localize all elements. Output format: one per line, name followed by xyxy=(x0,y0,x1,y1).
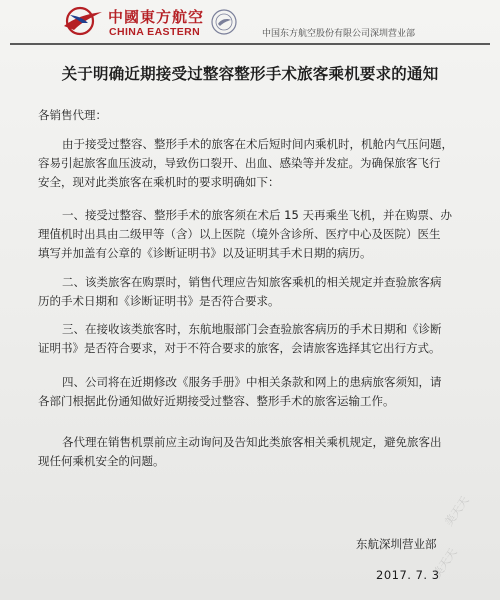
watermark-text: 美天天 xyxy=(442,494,472,529)
paragraph-intro xyxy=(38,135,453,192)
document-title: 关于明确近期接受过整容整形手术旅客乘机要求的通知 xyxy=(61,65,439,83)
paragraph-item-3 xyxy=(38,320,442,358)
paragraph-line: 一、接受过整容、整形手术的旅客须在术后 15 天再乘坐飞机，并在购票、办 xyxy=(62,208,452,222)
signature-date: 2017. 7. 3 xyxy=(376,568,440,582)
paragraph-item-2 xyxy=(38,273,442,311)
paragraph-line: 四、公司将在近期修改《服务手册》中相关条款和网上的患病旅客须知，请 xyxy=(62,375,442,389)
paragraph-closing xyxy=(38,433,442,471)
company-name: 中国东方航空股份有限公司深圳营业部 xyxy=(262,29,416,39)
paragraph-item-1 xyxy=(38,206,452,263)
header-divider xyxy=(10,43,490,45)
signature-organization: 东航深圳营业部 xyxy=(356,537,437,551)
paragraph-line: 安全，现对此类旅客在乘机时的要求明确如下： xyxy=(38,175,280,189)
paragraph-line: 三、在接收该类旅客时，东航地服部门会查验旅客病历的手术日期和《诊断 xyxy=(62,322,442,336)
letterhead xyxy=(0,0,500,48)
paragraph-line: 历的手术日期和《诊断证明书》是否符合要求。 xyxy=(38,294,280,308)
skyteam-seal-logo xyxy=(210,8,238,36)
paragraph-item-4 xyxy=(38,373,442,411)
paragraph-line: 填写并加盖有公章的《诊断证明书》以及证明其手术日期的病历。 xyxy=(38,246,372,260)
paragraph-line: 现任何乘机安全的问题。 xyxy=(38,454,165,468)
paragraph-line: 由于接受过整容、整形手术的旅客在术后短时间内乘机时，机舱内气压问题， xyxy=(62,137,453,151)
paragraph-line: 证明书》是否符合要求，对于不符合要求的旅客，会请旅客选择其它出行方式。 xyxy=(38,341,441,355)
logo-chinese-name: 中國東方航空 xyxy=(108,8,205,26)
paragraph-line: 理值机时出具由二级甲等（含）以上医院（境外含诊所、医疗中心及医院）医生 xyxy=(38,227,441,241)
paragraph-line: 各代理在销售机票前应主动询问及告知此类旅客相关乘机规定，避免旅客出 xyxy=(62,435,442,449)
china-eastern-swallow-logo xyxy=(60,6,104,36)
logo-english-name: CHINA EASTERN xyxy=(109,26,201,38)
paragraph-line: 容易引起旅客血压波动，导致伤口裂开、出血、感染等并发症。为确保旅客飞行 xyxy=(38,156,441,170)
paragraph-line: 二、该类旅客在购票时，销售代理应告知旅客乘机的相关规定并查验旅客病 xyxy=(62,275,442,289)
paragraph-line: 各部门根据此份通知做好近期接受过整容、整形手术的旅客运输工作。 xyxy=(38,394,395,408)
watermark-text: 美天天 xyxy=(430,546,460,581)
salutation: 各销售代理： xyxy=(38,108,107,122)
